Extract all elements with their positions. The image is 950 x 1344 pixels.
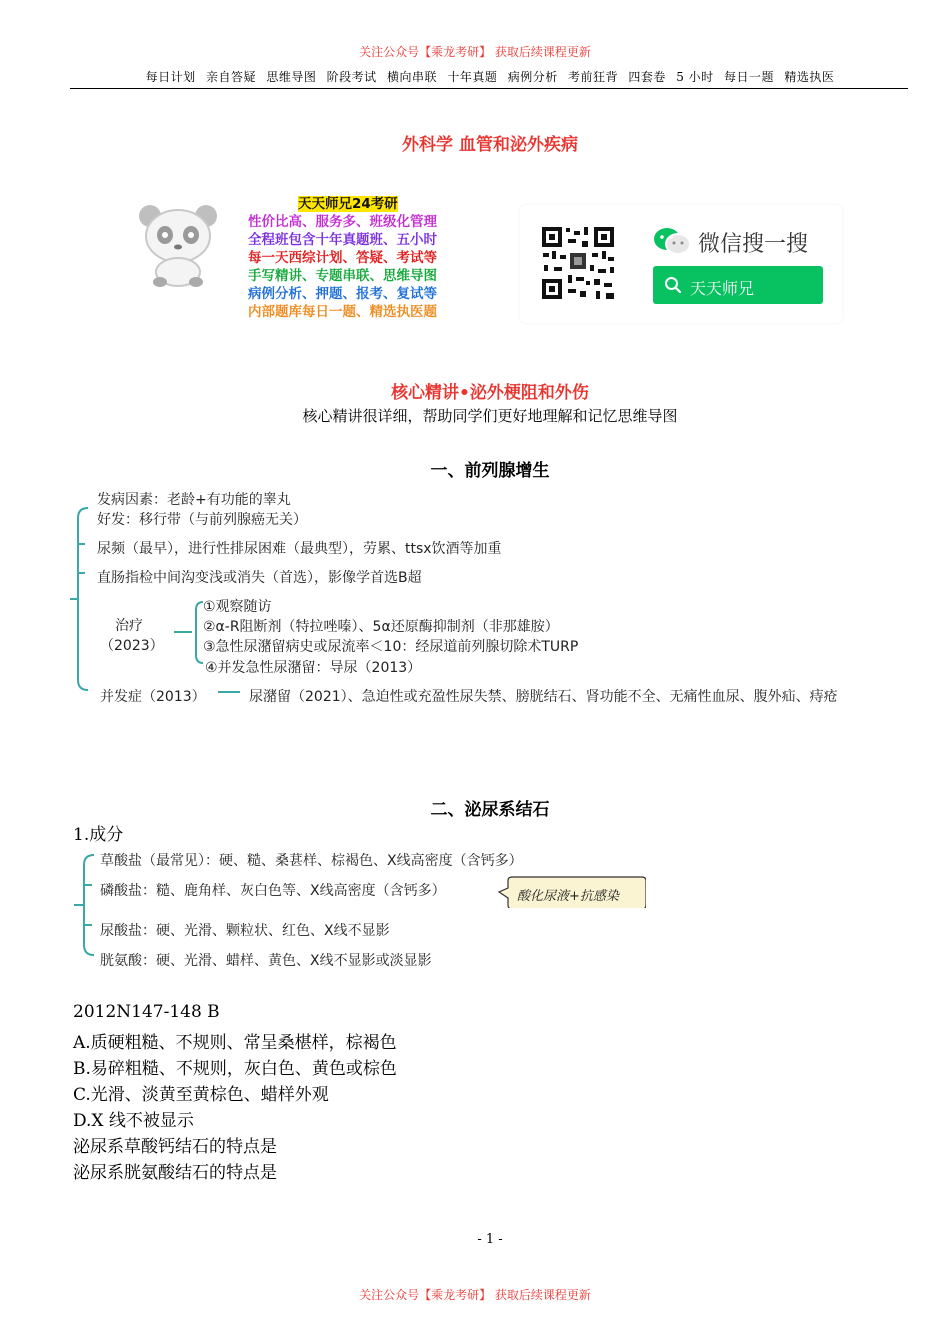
promo-line: 天天师兄24考研 [298, 196, 398, 212]
treatment-item: ④并发急性尿潴留：导尿（2013） [205, 660, 422, 676]
prostate-exam: 直肠指检中间沟变浅或消失（首选），影像学首选B超 [97, 570, 422, 586]
question-id: 2012N147-148 B [73, 1002, 220, 1022]
promo-line: 手写精讲、专题串联、思维导图 [248, 268, 437, 284]
note-text: 酸化尿液+抗感染 [517, 889, 619, 904]
nav-item: 每日一题 [724, 70, 775, 84]
search-icon [664, 276, 682, 294]
header-divider [70, 88, 908, 89]
promo-line: 病例分析、押题、报考、复试等 [248, 286, 437, 302]
page-number: - 1 - [477, 1232, 503, 1247]
question-option: C.光滑、淡黄至黄棕色、蜡样外观 [73, 1085, 329, 1105]
stones-mindmap-bracket [64, 845, 104, 970]
question-option: D.X 线不被显示 [73, 1111, 194, 1131]
wechat-search-term: 天天师兄 [690, 279, 755, 298]
nav-item: 病例分析 [507, 70, 558, 84]
question-stem: 泌尿系草酸钙结石的特点是 [73, 1137, 277, 1157]
promo-line: 性价比高、服务多、班级化管理 [248, 214, 437, 230]
panda-icon [136, 202, 220, 288]
footer-notice: 关注公众号【乘龙考研】 获取后续课程更新 [359, 1288, 591, 1302]
qr-code-icon [540, 225, 616, 301]
prostate-site: 好发：移行带（与前列腺癌无关） [97, 512, 307, 528]
nav-item: 阶段考试 [326, 70, 377, 84]
prostate-symptom: 尿频（最早），进行性排尿困难（最典型），劳累、ttsx饮酒等加重 [97, 541, 502, 557]
wechat-logo-icon [652, 226, 692, 256]
stones-heading: 二、泌尿系结石 [430, 800, 550, 820]
nav-item: 横向串联 [387, 70, 438, 84]
document-title: 外科学 血管和泌外疾病 [402, 135, 578, 155]
core-section-subtitle: 核心精讲很详细，帮助同学们更好地理解和记忆思维导图 [302, 407, 678, 425]
nav-item: 每日计划 [145, 70, 196, 84]
nav-item: 十年真题 [447, 70, 498, 84]
stone-type: 磷酸盐：糙、鹿角样、灰白色等、X线高密度（含钙多） [100, 883, 446, 899]
question-stem: 泌尿系胱氨酸结石的特点是 [73, 1163, 277, 1183]
treatment-label: 治疗 [115, 618, 143, 634]
question-option: B.易碎粗糙、不规则，灰白色、黄色或棕色 [73, 1059, 397, 1079]
nav-item: 5 小时 [676, 70, 714, 84]
nav-item: 精选执医 [784, 70, 835, 84]
treatment-item: ③急性尿潴留病史或尿流率＜10：经尿道前列腺切除术TURP [203, 639, 579, 655]
prostate-heading: 一、前列腺增生 [430, 461, 550, 481]
stone-type: 胱氨酸：硬、光滑、蜡样、黄色、X线不显影或淡显影 [100, 953, 432, 969]
treatment-item: ②α-R阻断剂（特拉唑嗪）、5α还原酶抑制剂（非那雄胺） [203, 619, 559, 635]
wechat-search-title: 微信搜一搜 [698, 232, 809, 257]
promo-line: 全程班包含十年真题班、五小时 [248, 232, 437, 248]
complication-connector [216, 684, 242, 698]
nav-item: 亲自答疑 [205, 70, 256, 84]
header-nav [0, 68, 950, 85]
treatment-year: （2023） [100, 638, 164, 654]
core-section-title: 核心精讲•泌外梗阻和外伤 [391, 383, 589, 403]
question-option: A.质硬粗糙、不规则、常呈桑椹样，棕褐色 [73, 1033, 397, 1053]
prostate-cause: 发病因素：老龄+有功能的睾丸 [97, 492, 291, 508]
promo-line: 内部题库每日一题、精选执医题 [248, 304, 437, 320]
nav-item: 思维导图 [266, 70, 317, 84]
stone-type: 尿酸盐：硬、光滑、颗粒状、红色、X线不显影 [100, 923, 390, 939]
nav-item: 考前狂背 [568, 70, 619, 84]
complication-label: 并发症（2013） [100, 689, 206, 705]
promo-line: 每一天西综计划、答疑、考试等 [248, 250, 437, 266]
treatment-item: ①观察随访 [203, 599, 272, 615]
stones-subheading: 1.成分 [73, 825, 124, 845]
nav-item: 四套卷 [628, 70, 666, 84]
stone-type: 草酸盐（最常见）：硬、糙、桑葚样、棕褐色、X线高密度（含钙多） [100, 853, 523, 869]
promo-text [248, 195, 437, 321]
complication-list: 尿潴留（2021）、急迫性或充盈性尿失禁、膀胱结石、肾功能不全、无痛性血尿、腹外疝、痔疮 [249, 689, 838, 705]
top-notice: 关注公众号【乘龙考研】 获取后续课程更新 [359, 45, 591, 59]
